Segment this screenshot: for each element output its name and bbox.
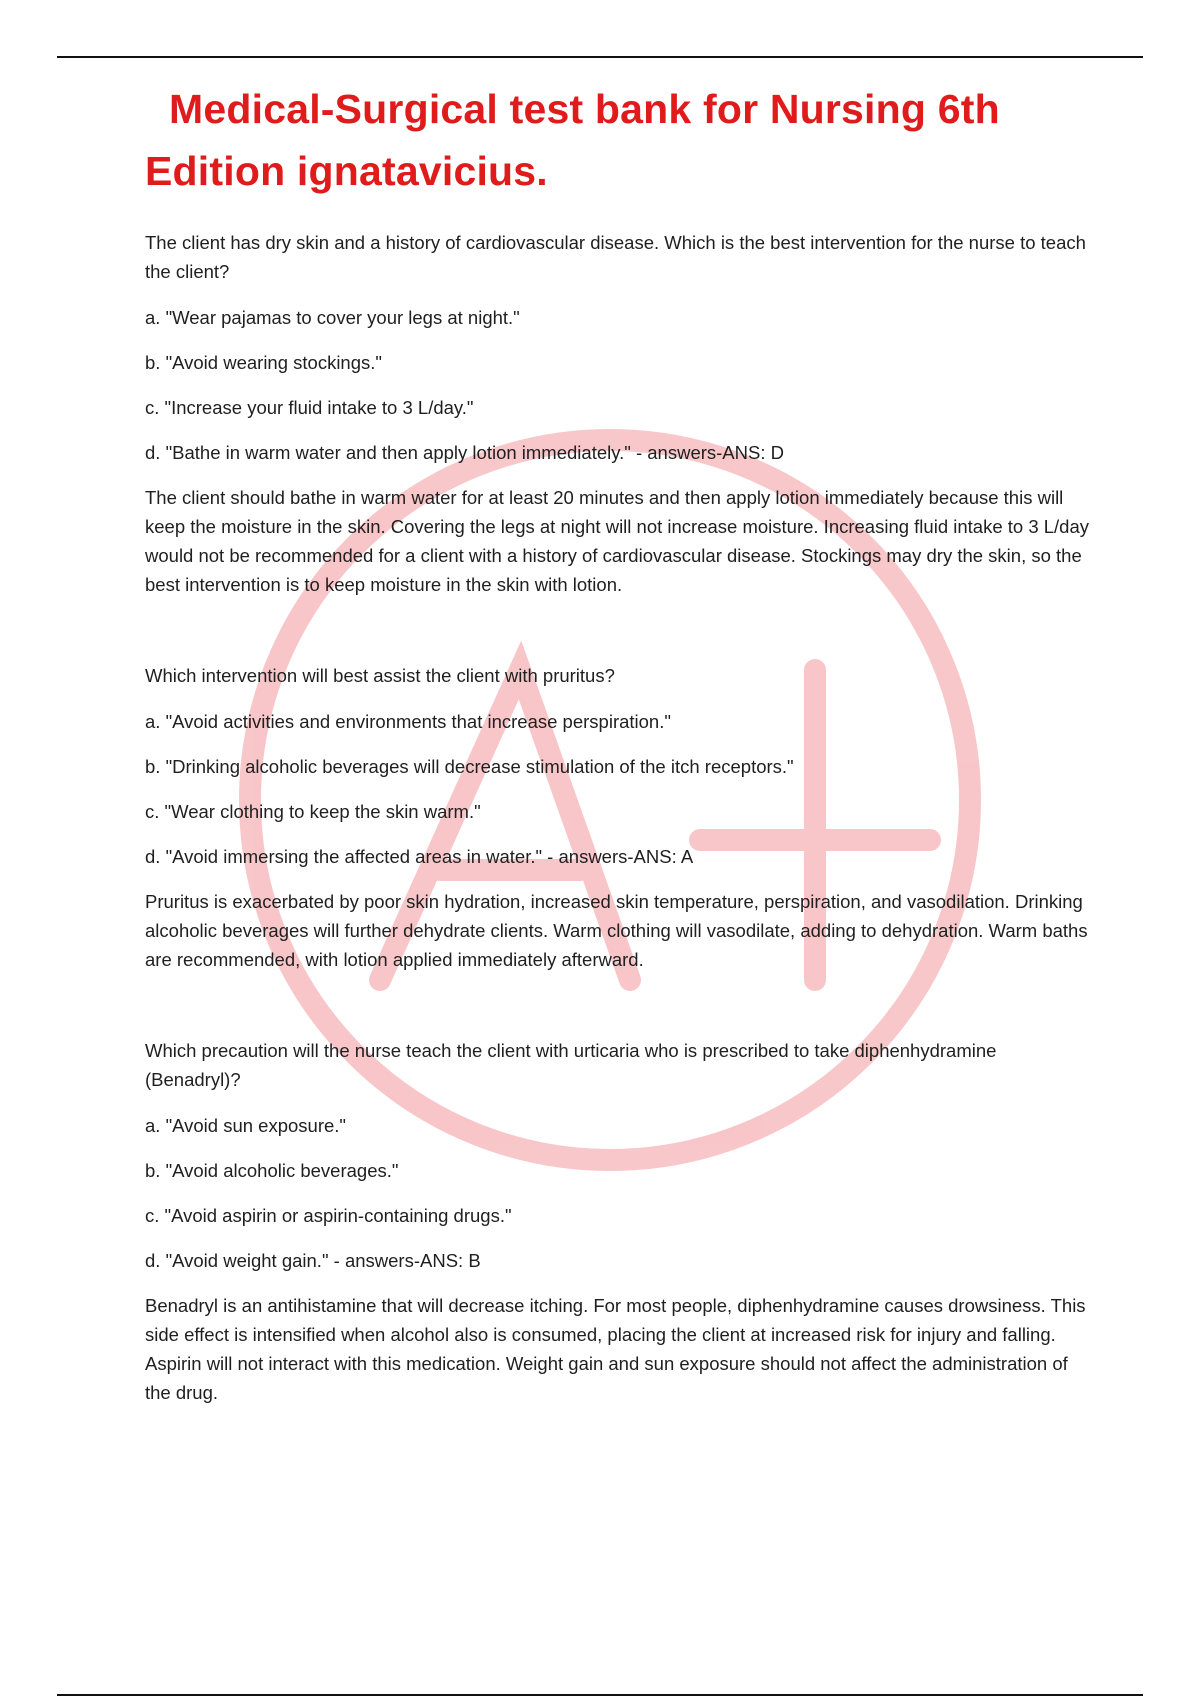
document-body xyxy=(145,78,1095,1469)
top-rule xyxy=(57,56,1143,58)
answer-option-b: b. "Avoid wearing stockings." xyxy=(145,352,382,373)
rationale-text: The client should bathe in warm water for at least 20 minutes and then apply lotion immediately because this will keep the moisture in the skin. Covering the legs at night will not increase moisture. Increasing fluid intake to 3 L/day would not be recommended for a client with a history of cardiovascular disease. Stockings may dry the skin, so the best intervention is to keep moisture in the skin with lotion. xyxy=(145,487,1090,595)
answer-option-a: a. "Wear pajamas to cover your legs at night." xyxy=(145,307,520,328)
document-title: Medical-Surgical test bank for Nursing 6th Edition ignatavicius. xyxy=(145,86,1000,194)
bottom-rule xyxy=(57,1694,1143,1696)
question-block-2 xyxy=(145,661,1095,974)
answer-option-a: a. "Avoid sun exposure." xyxy=(145,1115,346,1136)
answer-option-d: d. "Bathe in warm water and then apply lotion immediately." - answers-ANS: D xyxy=(145,442,784,463)
answer-option-c: c. "Increase your fluid intake to 3 L/day." xyxy=(145,397,474,418)
answer-option-b: b. "Avoid alcoholic beverages." xyxy=(145,1160,399,1181)
answer-option-c: c. "Wear clothing to keep the skin warm." xyxy=(145,801,481,822)
answer-option-d: d. "Avoid immersing the affected areas in water." - answers-ANS: A xyxy=(145,846,694,867)
question-stem: Which precaution will the nurse teach the client with urticaria who is prescribed to take diphenhydramine (Benadryl)? xyxy=(145,1040,997,1090)
rationale-text: Pruritus is exacerbated by poor skin hydration, increased skin temperature, perspiration, and vasodilation. Drinking alcoholic beverages will further dehydrate clients. Warm clothing will vasodilate, adding to dehydration. Warm baths are recommended, with lotion applied immediately afterward. xyxy=(145,891,1088,970)
question-stem: The client has dry skin and a history of cardiovascular disease. Which is the best intervention for the nurse to teach the client? xyxy=(145,232,1086,282)
question-stem: Which intervention will best assist the client with pruritus? xyxy=(145,665,615,686)
rationale-text: Benadryl is an antihistamine that will decrease itching. For most people, diphenhydramine causes drowsiness. This side effect is intensified when alcohol also is consumed, placing the client at increased risk for injury and falling. Aspirin will not interact with this medication. Weight gain and sun exposure should not affect the administration of the drug. xyxy=(145,1295,1086,1403)
question-block-1 xyxy=(145,228,1095,599)
question-block-3 xyxy=(145,1036,1095,1407)
answer-option-c: c. "Avoid aspirin or aspirin-containing drugs." xyxy=(145,1205,512,1226)
answer-option-d: d. "Avoid weight gain." - answers-ANS: B xyxy=(145,1250,481,1271)
answer-option-b: b. "Drinking alcoholic beverages will decrease stimulation of the itch receptors." xyxy=(145,756,794,777)
answer-option-a: a. "Avoid activities and environments that increase perspiration." xyxy=(145,711,671,732)
